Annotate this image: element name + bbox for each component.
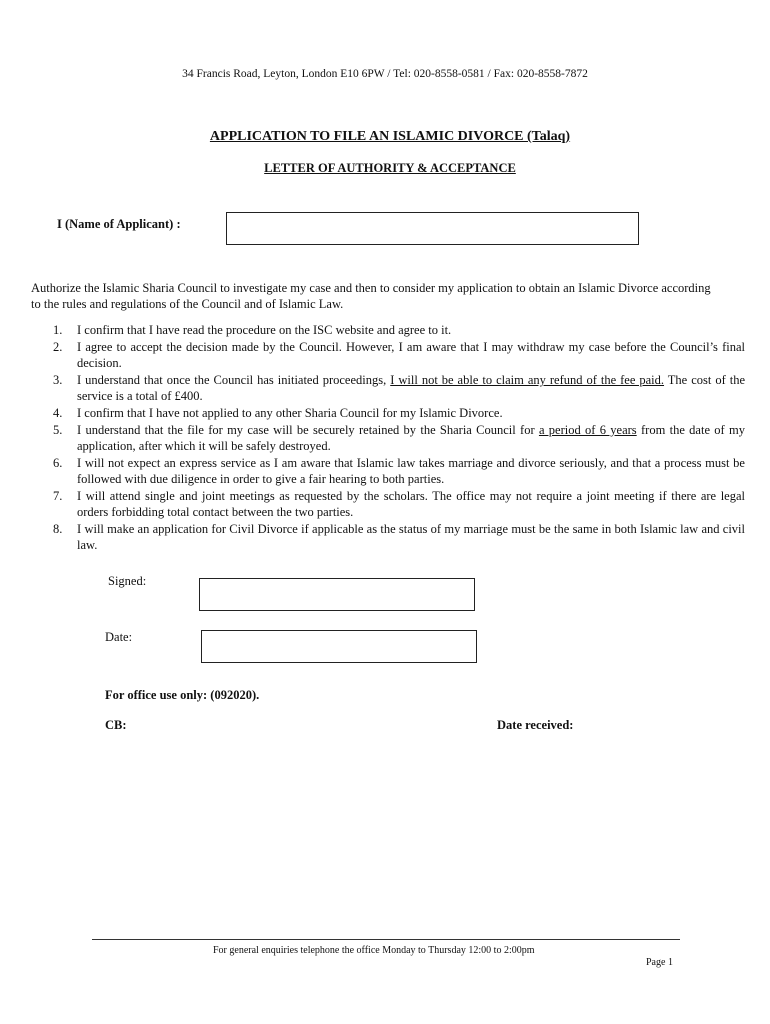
term-item [31, 372, 745, 404]
term-text-post: from the date of my application, after which it will be safely destroyed. [77, 423, 745, 453]
date-received-label: Date received: [497, 718, 574, 732]
term-number: 4. [53, 406, 63, 420]
document-subtitle: LETTER OF AUTHORITY & ACCEPTANCE [264, 161, 516, 175]
term-number: 5. [53, 423, 63, 437]
term-item [31, 455, 745, 487]
term-text: I will make an application for Civil Divorce if applicable as the status of my marriage must be the same in both Islamic law and civil law. [77, 522, 745, 552]
footer-enquiries: For general enquiries telephone the office Monday to Thursday 12:00 to 2:00pm [213, 945, 535, 956]
date-field[interactable] [201, 630, 477, 663]
page-number: Page 1 [646, 957, 673, 968]
document-title: APPLICATION TO FILE AN ISLAMIC DIVORCE (Talaq) [209, 129, 571, 144]
term-text-underlined: a period of 6 years [538, 423, 637, 437]
term-text: I confirm that I have not applied to any other Sharia Council for my Islamic Divorce. [77, 406, 503, 420]
signed-label: Signed: [108, 574, 147, 588]
term-text: I agree to accept the decision made by the Council. However, I am aware that I may withdraw my case before the Council’s final decision. [77, 340, 745, 370]
term-text: I will not expect an express service as I am aware that Islamic law takes marriage and divorce seriously, and that a process must be followed with due diligence in order to give a fair hearing to both parties. [77, 456, 745, 486]
term-text-post: The cost of the service is a total of £400. [77, 373, 746, 403]
applicant-name-field[interactable] [226, 212, 639, 245]
office-use-label: For office use only: (092020). [105, 688, 260, 702]
signature-field[interactable] [199, 578, 475, 611]
date-label: Date: [105, 630, 133, 644]
term-number: 2. [53, 340, 63, 354]
term-number: 7. [53, 489, 63, 503]
term-number: 3. [53, 373, 63, 387]
term-number: 1. [53, 323, 63, 337]
applicant-name-label: I (Name of Applicant) : [57, 217, 181, 231]
term-text: I will attend single and joint meetings as requested by the scholars. The office may not require a joint meeting if there are legal orders forbidding total contact between the two parties. [77, 489, 745, 519]
term-item [31, 339, 745, 371]
footer-divider [92, 939, 680, 940]
term-item [31, 488, 745, 520]
term-item [31, 422, 745, 454]
term-number: 8. [53, 522, 63, 536]
term-number: 6. [53, 456, 63, 470]
header-address: 34 Francis Road, Leyton, London E10 6PW / Tel: 020-8558-0581 / Fax: 020-8558-7872 [182, 68, 588, 80]
term-item [31, 322, 745, 338]
terms-list [31, 322, 745, 554]
term-text: I confirm that I have read the procedure on the ISC website and agree to it. [77, 323, 452, 337]
cb-label: CB: [105, 718, 127, 732]
term-item [31, 521, 745, 553]
term-text-pre: I understand that once the Council has initiated proceedings, [77, 373, 391, 387]
term-text-pre: I understand that the file for my case will be securely retained by the Sharia Council for [77, 423, 539, 437]
authorization-paragraph: Authorize the Islamic Sharia Council to investigate my case and then to consider my application to obtain an Islamic Divorce according to the rules and regulations of the Council and of Islamic Law. [31, 281, 711, 311]
term-item [31, 405, 745, 421]
term-text-underlined: I will not be able to claim any refund of the fee paid. [390, 373, 665, 387]
